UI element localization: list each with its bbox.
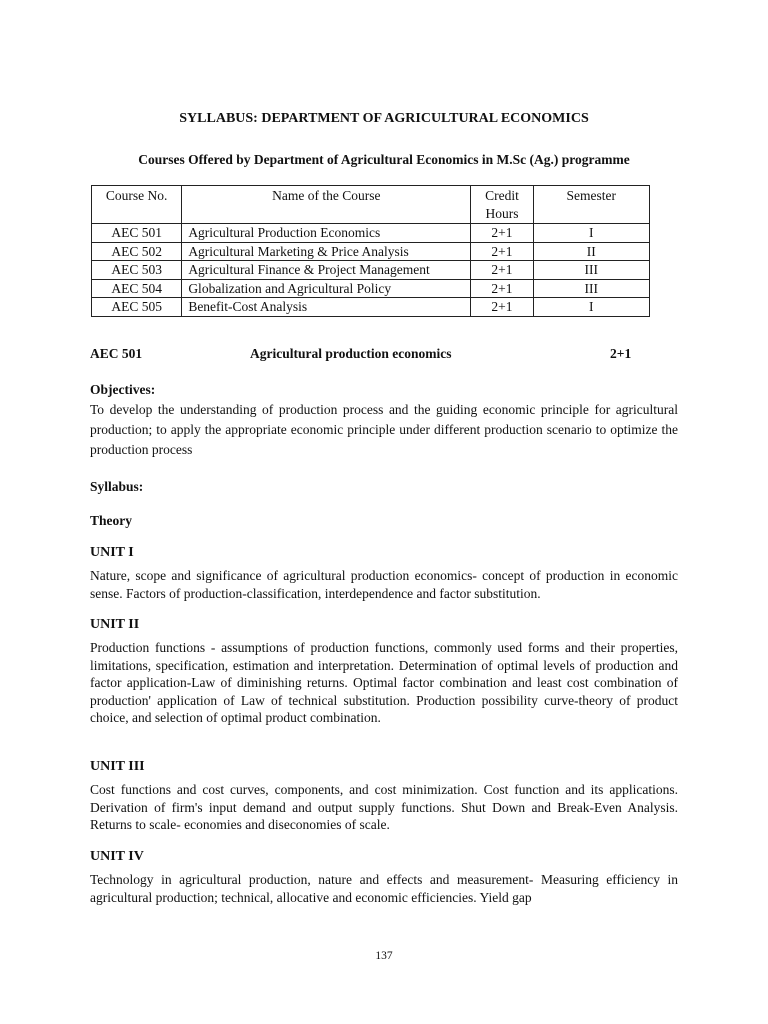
theory-heading: Theory — [90, 513, 132, 528]
unit-heading: UNIT III — [90, 759, 145, 774]
cell-credit: 2+1 — [471, 279, 533, 298]
unit-section — [90, 543, 678, 602]
cell-course-name: Agricultural Marketing & Price Analysis — [182, 242, 471, 261]
page-subtitle: Courses Offered by Department of Agricultural Economics in M.Sc (Ag.) programme — [138, 152, 630, 167]
cell-course-no: AEC 503 — [92, 261, 182, 280]
objectives-text: To develop the understanding of production process and the guiding economic principle for agricultural production; to apply the appropriate economic principle under different production scenario to optimize the production process — [90, 402, 678, 457]
cell-credit: 2+1 — [471, 298, 533, 317]
unit-section — [90, 847, 678, 906]
unit-heading: UNIT I — [90, 545, 134, 560]
table-row — [92, 298, 650, 317]
cell-semester: III — [533, 261, 649, 280]
cell-credit: 2+1 — [471, 261, 533, 280]
table-row — [92, 242, 650, 261]
cell-course-no: AEC 505 — [92, 298, 182, 317]
cell-semester: III — [533, 279, 649, 298]
course-code: AEC 501 — [90, 346, 143, 361]
unit-heading: UNIT IV — [90, 849, 144, 864]
cell-credit: 2+1 — [471, 224, 533, 243]
header-credit-line2: Hours — [485, 205, 519, 221]
cell-course-no: AEC 501 — [92, 224, 182, 243]
cell-semester: II — [533, 242, 649, 261]
cell-credit: 2+1 — [471, 242, 533, 261]
cell-course-name: Globalization and Agricultural Policy — [182, 279, 471, 298]
syllabus-heading: Syllabus: — [90, 479, 144, 494]
objectives-section — [90, 380, 678, 460]
unit-text: Technology in agricultural production, nature and effects and measurement- Measuring efficiency in agricultural production; technical, allocative and economic efficiencies. Yield gap — [90, 872, 678, 905]
unit-heading: UNIT II — [90, 617, 140, 632]
document-page — [90, 0, 678, 1024]
header-credit-hours — [471, 186, 533, 224]
table-row — [92, 261, 650, 280]
table-header-row — [92, 186, 650, 224]
cell-course-name: Benefit-Cost Analysis — [182, 298, 471, 317]
table-row — [92, 279, 650, 298]
unit-section — [90, 615, 678, 727]
header-course-no: Course No. — [92, 186, 182, 224]
objectives-heading: Objectives: — [90, 382, 156, 397]
page-number: 137 — [375, 950, 393, 962]
table-row — [92, 224, 650, 243]
cell-course-no: AEC 504 — [92, 279, 182, 298]
unit-section — [90, 757, 678, 834]
cell-course-name: Agricultural Production Economics — [182, 224, 471, 243]
unit-text: Cost functions and cost curves, components, and cost minimization. Cost function and its applications. Derivation of firm's input demand and output supply functions. Shut Down and Break-Even Analysis. Returns to scale- economies and diseconomies of scale. — [90, 782, 678, 832]
header-course-name: Name of the Course — [182, 186, 471, 224]
cell-semester: I — [533, 224, 649, 243]
unit-text: Production functions - assumptions of production functions, commonly used forms and their properties, limitations, specification, estimation and interpretation. Determination of optimal levels of production and factor application-Law of diminishing returns. Optimal factor combination and least cost combination of production' application of Law of technical substitution. Production possibility curve-theory of product choice, and selection of optimal product combination. — [90, 640, 678, 725]
course-title: Agricultural production economics — [250, 346, 452, 361]
cell-course-name: Agricultural Finance & Project Management — [182, 261, 471, 280]
unit-text: Nature, scope and significance of agricultural production economics- concept of production in economic sense. Factors of production-classification, interdependence and factor substitution. — [90, 568, 678, 601]
course-heading — [90, 346, 678, 366]
cell-semester: I — [533, 298, 649, 317]
courses-table — [91, 185, 650, 317]
course-credits: 2+1 — [610, 346, 632, 361]
cell-course-no: AEC 502 — [92, 242, 182, 261]
header-semester: Semester — [533, 186, 649, 224]
header-credit-line1: Credit — [485, 188, 519, 203]
page-title: SYLLABUS: DEPARTMENT OF AGRICULTURAL ECONOMICS — [179, 111, 589, 126]
